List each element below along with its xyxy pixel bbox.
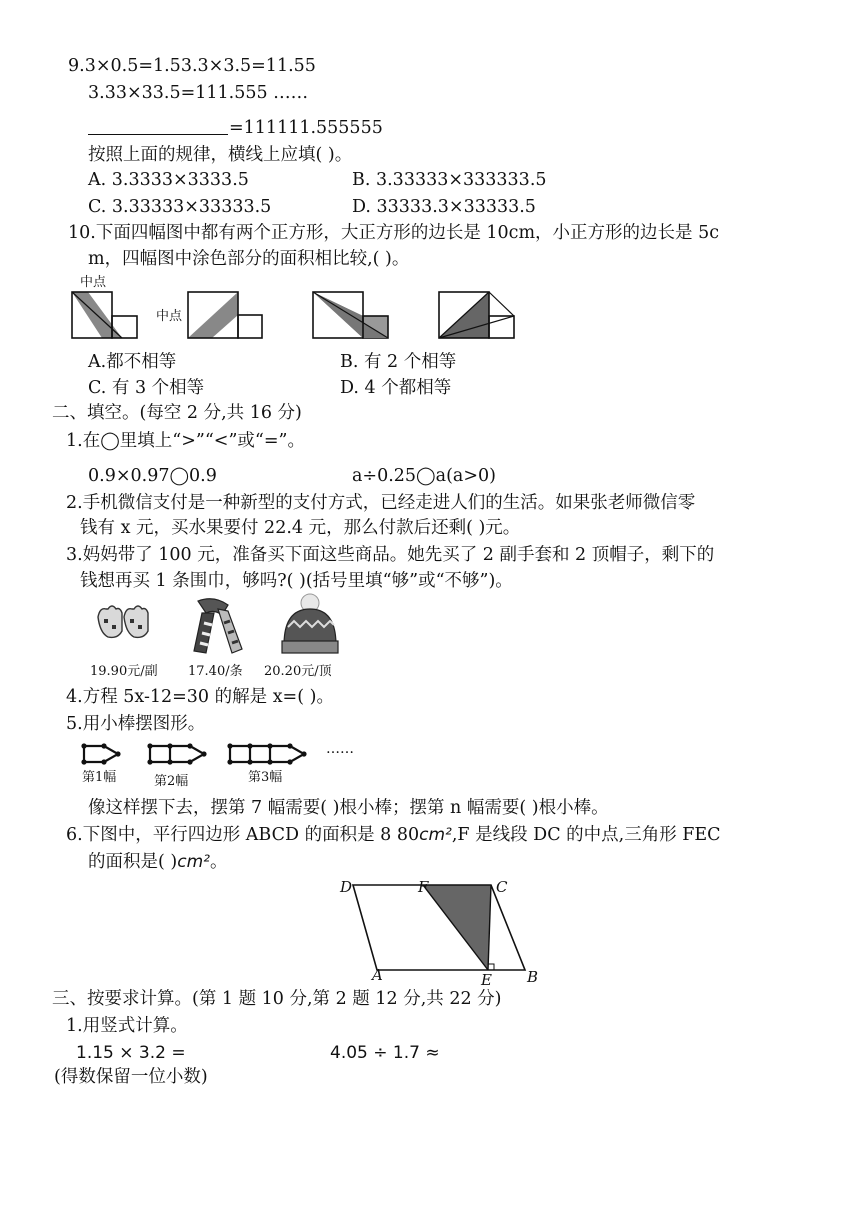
section2-title: 二、填空。(每空 2 分,共 16 分) (52, 403, 302, 423)
fig-label-2: 第2幅 (154, 774, 189, 789)
price-hat: 20.20元/顶 (264, 664, 332, 679)
s2-q4: 4.方程 5x-12=30 的解是 x=( )。 (66, 687, 334, 707)
q9-question: 按照上面的规律，横线上应填( )。 (88, 145, 353, 165)
s2-q1: 1.在◯里填上“>”“<”或“=”。 (66, 431, 305, 451)
label-D: D (340, 878, 353, 896)
q10-figure-1 (72, 292, 137, 338)
q10-square-figures (60, 285, 530, 345)
q10-option-a: A.都不相等 (88, 352, 177, 372)
q9-option-d: D. 33333.3×33333.5 (352, 197, 536, 217)
s2-q5-answer: 像这样摆下去，摆第 7 幅需要( )根小棒；摆第 n 幅需要( )根小棒。 (88, 798, 609, 818)
label-A: A (372, 966, 383, 984)
q10-line1: 10.下面四幅图中都有两个正方形，大正方形的边长是 10cm，小正方形的边长是 5c (68, 223, 720, 243)
s3-expr1: 1.15 × 3.2 = (76, 1043, 186, 1063)
q9-line3: =111111.555555 (229, 118, 383, 138)
fig-label-3: 第3幅 (248, 770, 283, 785)
label-F: F (418, 878, 429, 896)
q10-midpoint-label-2: 中点 (156, 309, 183, 324)
q9-option-b: B. 3.33333×333333.5 (352, 170, 547, 190)
q10-option-d: D. 4 个都相等 (340, 378, 452, 398)
gloves-icon (98, 606, 148, 637)
q10-option-b: B. 有 2 个相等 (340, 352, 457, 372)
s3-q1: 1.用竖式计算。 (66, 1016, 188, 1036)
hat-icon (282, 594, 338, 653)
label-B: B (527, 968, 539, 986)
q10-figure-3 (313, 292, 388, 338)
price-gloves: 19.90元/副 (90, 664, 158, 679)
label-E: E (481, 971, 492, 989)
s2-q2-line1: 2.手机微信支付是一种新型的支付方式，已经走进人们的生活。如果张老师微信零 (66, 493, 696, 513)
section3-title: 三、按要求计算。(第 1 题 10 分,第 2 题 12 分,共 22 分) (52, 989, 502, 1009)
s2-q2-line2: 钱有 x 元，买水果要付 22.4 元，那么付款后还剩( )元。 (80, 518, 521, 538)
label-C: C (496, 878, 508, 896)
q9-option-a: A. 3.3333×3333.5 (88, 170, 249, 190)
s2-q5: 5.用小棒摆图形。 (66, 714, 206, 734)
price-scarf: 17.40/条 (188, 664, 243, 679)
q9-line1: 9.3×0.5=1.53.3×3.5=11.55 (68, 56, 316, 76)
q10-figure-4 (439, 292, 514, 338)
q9-blank-line (88, 134, 228, 135)
parallelogram-figure (335, 875, 550, 987)
fig-label-1: 第1幅 (82, 770, 117, 785)
q10-option-c: C. 有 3 个相等 (88, 378, 205, 398)
s3-expr2: 4.05 ÷ 1.7 ≈ (330, 1043, 440, 1063)
goods-pictures (92, 595, 352, 660)
q9-option-c: C. 3.33333×33333.5 (88, 197, 272, 217)
s2-q6-line1: 6.下图中，平行四边形 ABCD 的面积是 8 80cm²,F 是线段 DC 的中点,三角形 FEC (66, 825, 721, 845)
s2-q3-line1: 3.妈妈带了 100 元，准备买下面这些商品。她先买了 2 副手套和 2 顶帽子，剩下的 (66, 545, 715, 565)
q9-line2: 3.33×33.5=111.555 …… (88, 83, 309, 103)
s2-q1-a: 0.9×0.97◯0.9 (88, 466, 217, 486)
s2-q6-line2: 的面积是( )cm²。 (88, 852, 228, 872)
q10-figure-2 (188, 292, 262, 338)
s2-q1-b: a÷0.25◯a(a>0) (352, 466, 496, 486)
s3-note: (得数保留一位小数) (54, 1067, 208, 1087)
q10-line2: m，四幅图中涂色部分的面积相比较,( )。 (88, 249, 410, 269)
q10-midpoint-label-1: 中点 (80, 275, 107, 290)
scarf-icon (194, 599, 242, 653)
stick-dots: …… (326, 741, 354, 757)
s2-q3-line2: 钱想再买 1 条围巾，够吗?( )(括号里填“够”或“不够”)。 (80, 571, 513, 591)
